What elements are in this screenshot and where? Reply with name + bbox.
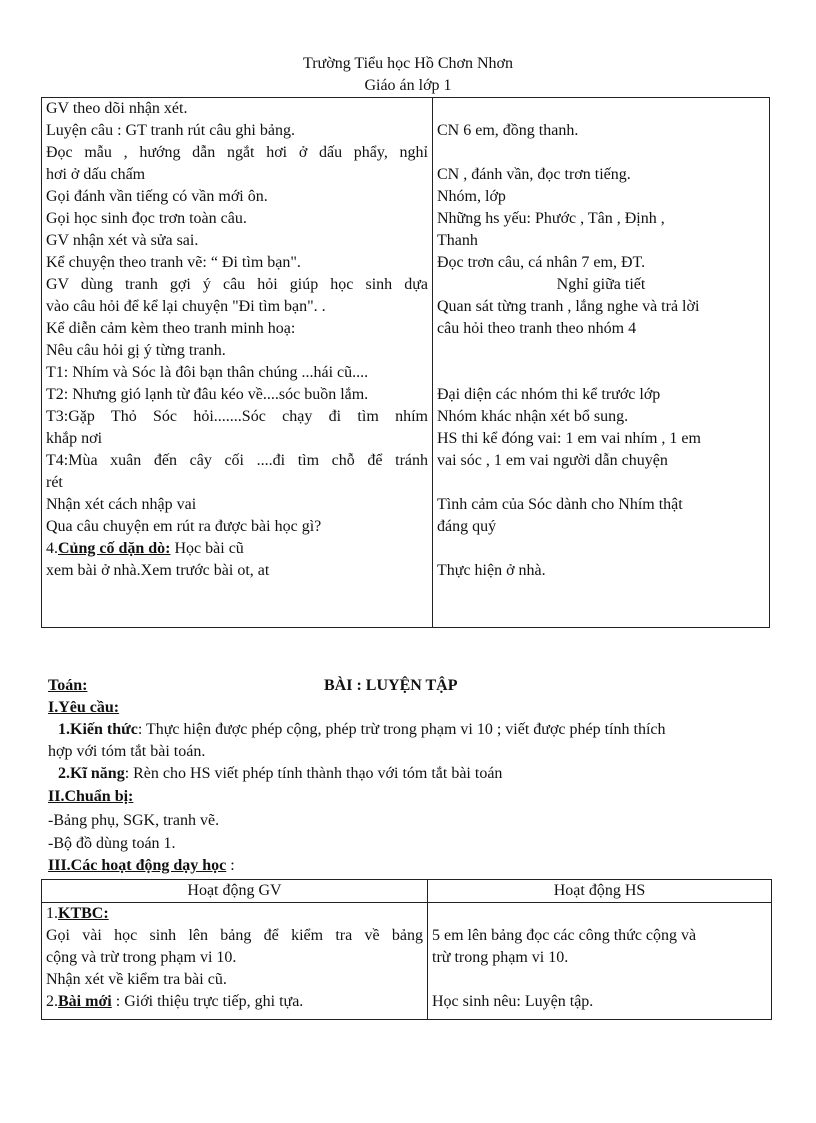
hs-line xyxy=(437,362,765,384)
break-label: Nghỉ giữa tiết xyxy=(556,276,646,293)
gv-line: Đọc mẫu , hướng dẫn ngắt hơi ở dấu phẩy, nghỉ xyxy=(46,144,428,161)
lesson1-table xyxy=(41,97,770,628)
hs-line xyxy=(432,969,767,991)
gv-line: Nhận xét cách nhập vai xyxy=(46,496,197,513)
doc-title: Giáo án lớp 1 xyxy=(364,77,452,94)
hs-line xyxy=(437,472,765,494)
hs-line: CN 6 em, đồng thanh. xyxy=(437,122,579,139)
gv-line: hơi ở dấu chấm xyxy=(46,166,146,183)
lesson2-hs-column xyxy=(428,903,772,1020)
hs-line: đáng quý xyxy=(437,518,497,535)
hs-line: CN , đánh vần, đọc trơn tiếng. xyxy=(437,166,631,183)
hs-line: Tình cảm của Sóc dành cho Nhím thật xyxy=(437,496,683,513)
gv-line: T4:Mùa xuân đến cây cối ....đi tìm chỗ để tránh xyxy=(46,452,428,469)
bai-moi-number: 2. xyxy=(46,993,58,1010)
bai-moi-line xyxy=(46,991,423,1013)
gv-line: Qua câu chuyện em rút ra được bài học gì? xyxy=(46,518,322,535)
prep-item: -Bộ đồ dùng toán 1. xyxy=(48,835,176,852)
lesson2-gv-column xyxy=(42,903,428,1020)
ki-nang-line xyxy=(58,763,502,785)
hs-line xyxy=(437,142,765,164)
hs-line: Những hs yếu: Phước , Tân , Định , xyxy=(437,210,665,227)
hoat-dong-tail: : xyxy=(226,857,235,874)
hoat-dong-label: III.Các hoạt động dạy học xyxy=(48,857,227,874)
hs-line: 5 em lên bảng đọc các công thức cộng và xyxy=(432,927,697,944)
section-hoat-dong xyxy=(48,855,235,877)
hs-line xyxy=(437,538,765,560)
section-yeu-cau: I.Yêu cầu: xyxy=(48,699,120,716)
gv-line: GV dùng tranh gợi ý câu hỏi giúp học sinh dựa xyxy=(46,276,428,293)
gv-line: Gọi học sinh đọc trơn toàn câu. xyxy=(46,210,247,227)
cung-co-label: Củng cố dặn dò: xyxy=(58,540,171,557)
lesson1-gv-column xyxy=(42,98,433,628)
lesson-title: BÀI : LUYỆN TẬP xyxy=(324,677,458,694)
bai-moi-label: Bài mới xyxy=(58,993,112,1010)
ki-nang-label: 2.Kĩ năng xyxy=(58,765,125,782)
ktbc-line xyxy=(46,903,423,925)
hs-line xyxy=(437,98,765,120)
hs-line: Thực hiện ở nhà. xyxy=(437,562,546,579)
hs-line: Quan sát từng tranh , lắng nghe và trả lời xyxy=(437,298,700,315)
subject-label: Toán: xyxy=(48,677,88,694)
bai-moi-text: : Giới thiệu trực tiếp, ghi tựa. xyxy=(111,993,304,1010)
hs-line xyxy=(437,340,765,362)
hs-line: vai sóc , 1 em vai người dẫn chuyện xyxy=(437,452,668,469)
gv-line: Kể chuyện theo tranh vẽ: “ Đi tìm bạn". xyxy=(46,254,301,271)
ki-nang-text: : Rèn cho HS viết phép tính thành thạo với tóm tắt bài toán xyxy=(124,765,503,782)
ktbc-label: KTBC: xyxy=(58,905,109,922)
hs-line: Thanh xyxy=(437,232,478,249)
kien-thuc-line xyxy=(58,719,665,741)
gv-line: vào câu hỏi để kể lại chuyện "Đi tìm bạn". . xyxy=(46,298,326,315)
cung-co-number: 4. xyxy=(46,540,58,557)
gv-line: GV theo dõi nhận xét. xyxy=(46,100,188,117)
gv-line: Gọi đánh vần tiếng có vần mới ôn. xyxy=(46,188,268,205)
cung-co-text: Học bài cũ xyxy=(170,540,244,557)
hs-line: câu hỏi theo tranh theo nhóm 4 xyxy=(437,320,637,337)
kien-thuc-label: 1.Kiến thức xyxy=(58,721,138,738)
ktbc-number: 1. xyxy=(46,905,58,922)
lesson2-table xyxy=(41,879,772,1020)
hs-line: Đọc trơn câu, cá nhân 7 em, ĐT. xyxy=(437,254,646,271)
hs-line: Nhóm, lớp xyxy=(437,188,506,205)
kien-thuc-line-2: hợp với tóm tắt bài toán. xyxy=(48,743,206,760)
column-header-hs: Hoạt động HS xyxy=(428,880,772,903)
school-name: Trường Tiểu học Hồ Chơn Nhơn xyxy=(303,55,513,72)
gv-line: T2: Nhưng gió lạnh từ đâu kéo về....sóc buồn lắm. xyxy=(46,386,369,403)
gv-line: GV nhận xét và sửa sai. xyxy=(46,232,199,249)
hs-line: HS thi kể đóng vai: 1 em vai nhím , 1 em xyxy=(437,430,701,447)
hs-line: Học sinh nêu: Luyện tập. xyxy=(432,993,594,1010)
gv-line: xem bài ở nhà.Xem trước bài ot, at xyxy=(46,562,270,579)
gv-line: khắp nơi xyxy=(46,430,103,447)
hs-line: Nhóm khác nhận xét bổ sung. xyxy=(437,408,629,425)
hs-line xyxy=(432,903,767,925)
gv-line: T1: Nhím và Sóc là đôi bạn thân chúng ...hái cũ.... xyxy=(46,364,369,381)
gv-line: T3:Gặp Thỏ Sóc hỏi.......Sóc chạy đi tìm nhím xyxy=(46,408,428,425)
cung-co-line xyxy=(46,538,428,560)
lesson1-hs-column xyxy=(433,98,770,628)
kien-thuc-text: : Thực hiện được phép cộng, phép trừ trong phạm vi 10 ; viết được phép tính thích xyxy=(137,721,666,738)
gv-line: Luyện câu : GT tranh rút câu ghi bảng. xyxy=(46,122,295,139)
gv-line: Kể diễn cảm kèm theo tranh minh hoạ: xyxy=(46,320,296,337)
prep-item: -Bảng phụ, SGK, tranh vẽ. xyxy=(48,812,220,829)
column-header-gv: Hoạt động GV xyxy=(42,880,428,903)
section-chuan-bi: II.Chuẩn bị: xyxy=(48,788,134,805)
gv-line: cộng và trừ trong phạm vi 10. xyxy=(46,949,237,966)
gv-line: Gọi vài học sinh lên bảng để kiểm tra về bảng xyxy=(46,927,423,944)
gv-line: rét xyxy=(46,474,63,491)
gv-line: Nêu câu hỏi gị ý từng tranh. xyxy=(46,342,226,359)
gv-line: Nhận xét về kiểm tra bài cũ. xyxy=(46,971,227,988)
hs-line: Đại diện các nhóm thi kể trước lớp xyxy=(437,386,661,403)
hs-line: trừ trong phạm vi 10. xyxy=(432,949,569,966)
